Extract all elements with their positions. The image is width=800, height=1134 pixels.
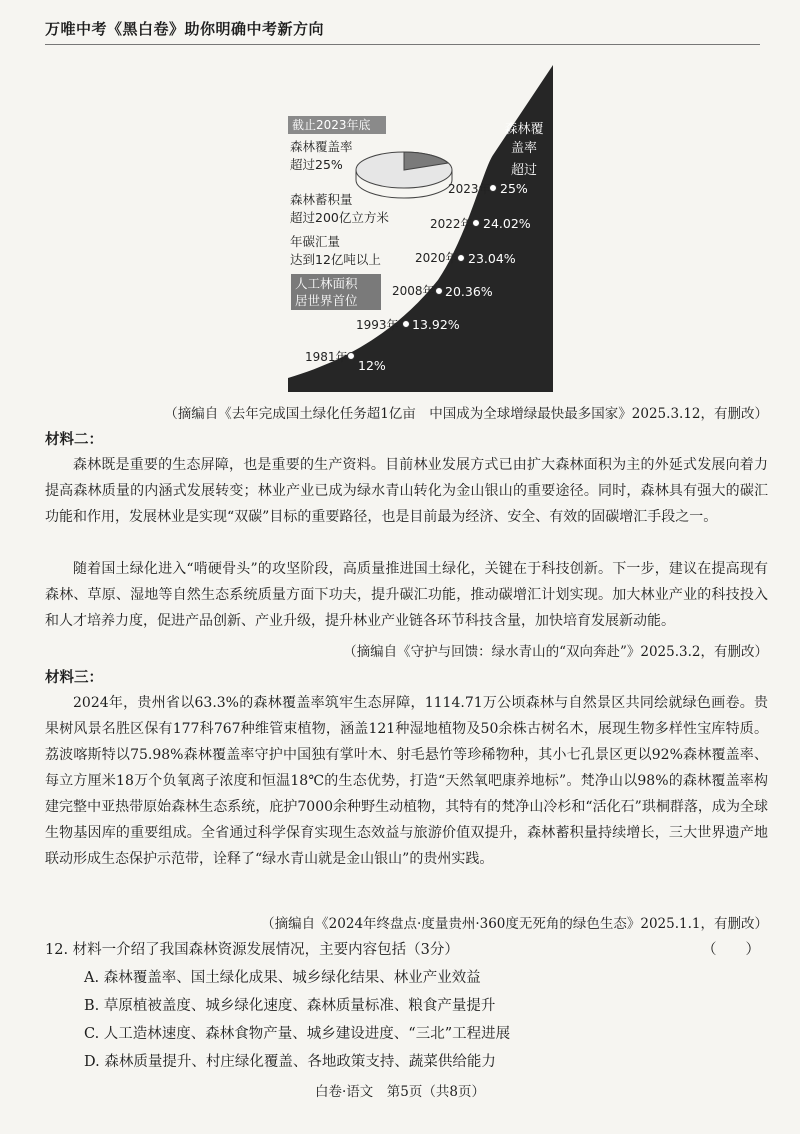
page-header: 万唯中考《黑白卷》助你明确中考新方向	[45, 20, 325, 38]
question-stem: 12. 材料一介绍了我国森林资源发展情况，主要内容包括（3分）	[45, 942, 459, 958]
value-label: 23.04%	[468, 251, 516, 266]
plantation-badge-line1: 人工林面积	[295, 276, 358, 291]
coverage-label-line1: 森林覆	[504, 122, 544, 137]
source-citation-2: （摘编自《守护与回馈：绿水青山的“双向奔赴”》2025.3.2，有删改）	[343, 644, 768, 660]
year-label: 2020年	[415, 251, 458, 265]
year-label: 2008年	[392, 284, 435, 298]
year-label: 2022年	[430, 217, 473, 231]
material-2-paragraph-2: 随着国土绿化进入“啃硬骨头”的攻坚阶段，高质量推进国土绿化，关键在于科技创新。下一步，建议在提高现有森林、草原、湿地等自然生态系统质量方面下功夫，提升碳汇功能，推动碳增汇计划实现。加大林业产业的科技投入和人才培养力度，促进产品创新、产业升级，提升林业产业链各环节科技含量，加快培育发展新动能。	[45, 561, 768, 629]
coverage-stat-value: 超过25%	[290, 157, 343, 172]
value-label: 25%	[500, 181, 528, 196]
page-footer: 白卷·语文 第5页（共8页）	[315, 1084, 485, 1100]
source-citation-1: （摘编自《去年完成国土绿化任务超1亿亩 中国成为全球增绿最快最多国家》2025.3.12，有删改）	[164, 406, 768, 422]
stock-stat-value: 超过200亿立方米	[290, 210, 389, 225]
year-label: 2023年	[448, 182, 491, 196]
source-citation-3: （摘编自《2024年终盘点·度量贵州·360度无死角的绿色生态》2025.1.1，有删改）	[261, 916, 768, 932]
point-2020	[458, 255, 465, 262]
point-1981	[348, 353, 355, 360]
material-3-paragraph: 2024年，贵州省以63.3%的森林覆盖率筑牢生态屏障，1114.71万公顷森林与自然景区共同绘就绿色画卷。贵果树风景名胜区保有177科767种维管束植物，涵盖121种湿地植物及50余株古树名木，展现生物多样性宝库特质。荔波喀斯特以75.98%森林覆盖率守护中国独有掌叶木、射毛悬竹等珍稀物种，其小七孔景区更以92%森林覆盖率、每立方厘米18万个负氧离子浓度和恒温18℃的生态优势，打造“天然氧吧康养地标”。梵净山以98%的森林覆盖率构建完整中亚热带原始森林生态系统，庇护7000余种野生动植物，其特有的梵净山冷杉和“活化石”珙桐群落，成为全球生物基因库的重要组成。全省通过科学保育实现生态效益与旅游价值双提升，森林蓄积量持续增长，三大世界遗产地联动形成生态保护示范带，诠释了“绿水青山就是金山银山”的贵州实践。	[45, 695, 768, 867]
point-1993	[403, 321, 410, 328]
year-label: 1981年	[305, 350, 348, 364]
value-label: 12%	[358, 358, 386, 373]
coverage-label-line3: 超过	[510, 163, 537, 178]
point-2008	[436, 288, 443, 295]
carbon-stat-value: 达到12亿吨以上	[290, 252, 381, 267]
header-divider	[45, 44, 760, 45]
option-b: B. 草原植被盖度、城乡绿化速度、森林质量标准、粮食产量提升	[84, 998, 496, 1014]
option-d: D. 森林质量提升、村庄绿化覆盖、各地政策支持、蔬菜供给能力	[84, 1054, 496, 1070]
option-c: C. 人工造林速度、森林食物产量、城乡建设进度、“三北”工程进展	[84, 1026, 511, 1042]
forest-coverage-figure	[288, 60, 558, 392]
answer-bracket: （ ）	[702, 942, 760, 958]
question-12	[45, 938, 768, 959]
value-label: 24.02%	[483, 216, 531, 231]
value-label: 20.36%	[445, 284, 493, 299]
material-2-paragraph-1: 森林既是重要的生态屏障，也是重要的生产资料。目前林业发展方式已由扩大森林面积为主的外延式发展向着力提高森林质量的内涵式发展转变；林业产业已成为绿水青山转化为金山银山的重要途径。同时，森林具有强大的碳汇功能和作用，发展林业是实现“双碳”目标的重要路径，也是目前最为经济、安全、有效的固碳增汇手段之一。	[45, 457, 768, 525]
coverage-label-line2: 盖率	[510, 141, 537, 156]
option-a: A. 森林覆盖率、国土绿化成果、城乡绿化结果、林业产业效益	[84, 970, 481, 986]
point-2022	[473, 220, 480, 227]
stock-stat-label: 森林蓄积量	[290, 192, 353, 207]
carbon-stat-label: 年碳汇量	[290, 234, 341, 249]
year-label: 1993年	[356, 318, 399, 332]
value-label: 13.92%	[412, 317, 460, 332]
plantation-badge	[291, 274, 381, 310]
material-2-title: 材料二：	[45, 432, 103, 448]
figure-caption: 截止2023年底	[288, 116, 386, 134]
coverage-label	[495, 120, 553, 180]
plantation-badge-line2: 居世界首位	[295, 293, 358, 308]
material-3-title: 材料三：	[45, 670, 103, 686]
coverage-stat-label: 森林覆盖率	[290, 139, 353, 154]
